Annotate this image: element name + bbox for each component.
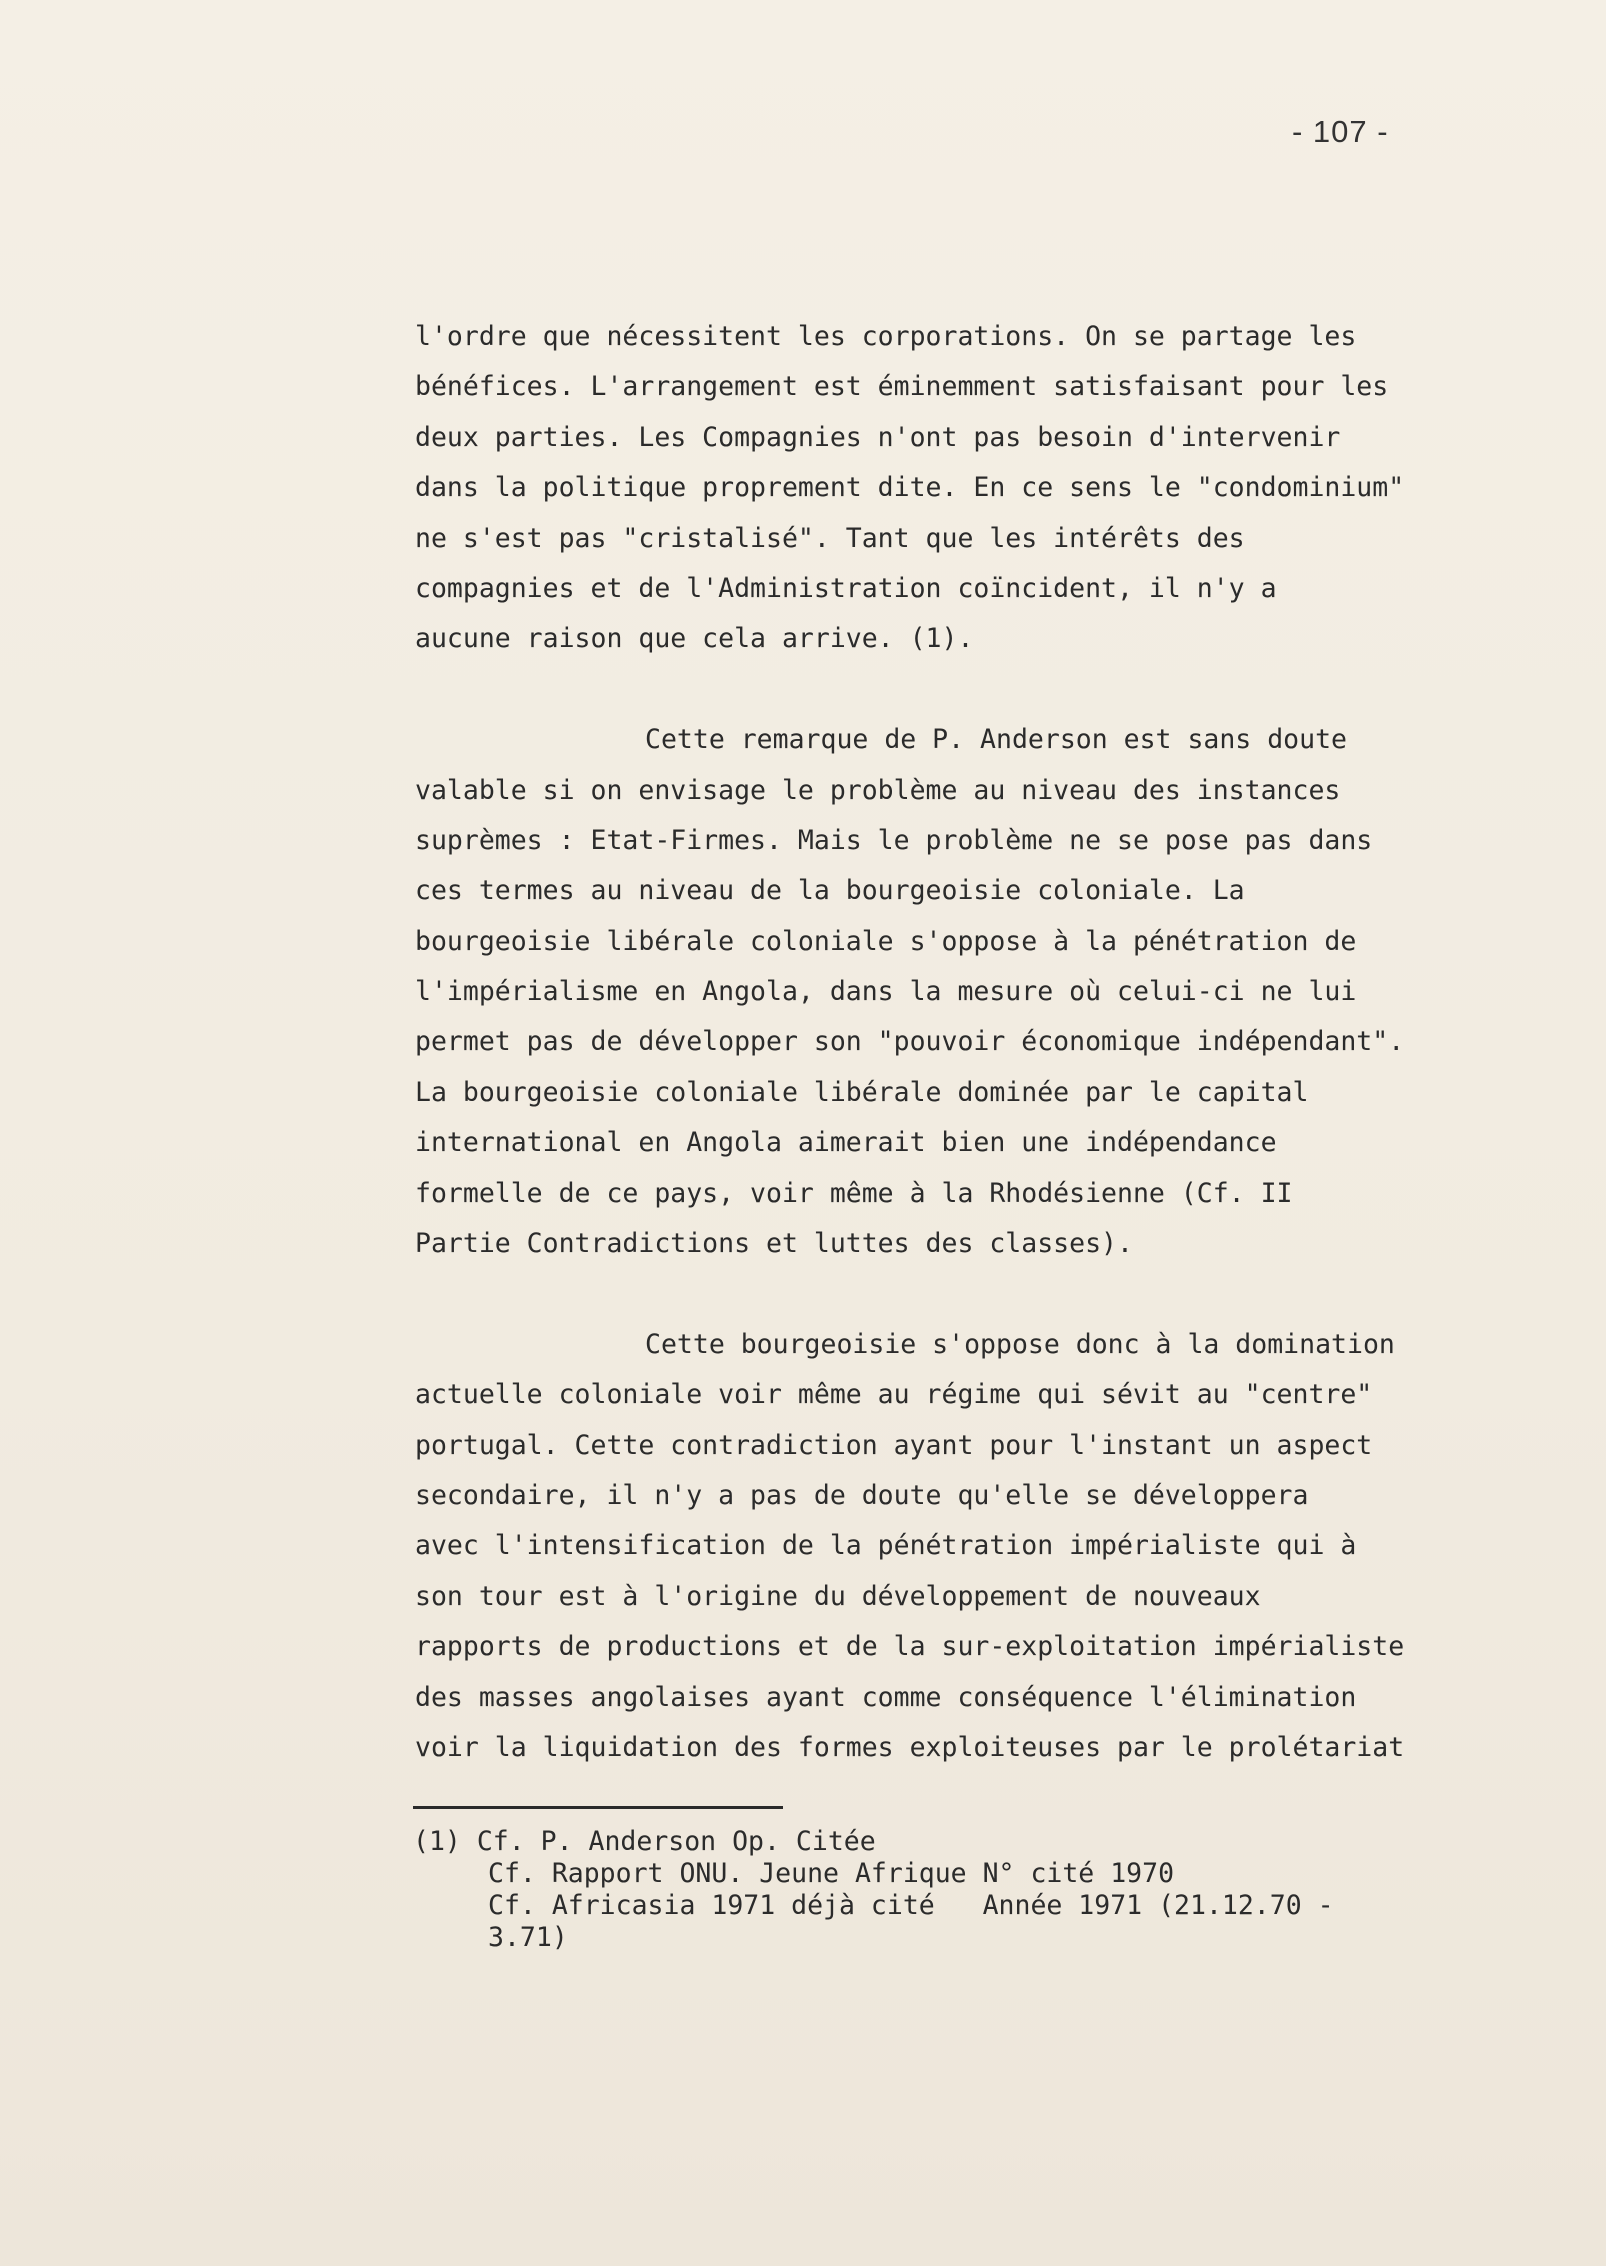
paragraph-2-line-1: Cette remarque de P. Anderson est sans doute (645, 724, 1347, 756)
paragraph-1-line-3: deux parties. Les Compagnies n'ont pas besoin d'intervenir (415, 421, 1341, 453)
paragraph-2-line-5: bourgeoisie libérale coloniale s'oppose à la pénétration de (415, 925, 1357, 957)
paragraph-2-line-4: ces termes au niveau de la bourgeoisie coloniale. La (415, 875, 1245, 907)
paragraph-1-line-6: compagnies et de l'Administration coïncident, il n'y a (415, 572, 1277, 604)
paragraph-2-line-3: suprèmes : Etat-Firmes. Mais le problème ne se pose pas dans (415, 824, 1373, 856)
footnote-separator (413, 1806, 783, 1809)
body-text (415, 312, 1515, 1773)
paragraph-3-line-4: secondaire, il n'y a pas de doute qu'elle se développera (415, 1479, 1309, 1511)
paragraph-1-line-4: dans la politique proprement dite. En ce sens le "condominium" (415, 472, 1405, 504)
paragraph-1-line-2: bénéfices. L'arrangement est éminemment satisfaisant pour les (415, 371, 1389, 403)
paragraph-3-line-5: avec l'intensification de la pénétration impérialiste qui à (415, 1530, 1357, 1562)
paragraph-3-line-9: voir la liquidation des formes exploiteuses par le prolétariat (415, 1731, 1405, 1763)
paragraph-3-line-3: portugal. Cette contradiction ayant pour l'instant un aspect (415, 1429, 1373, 1461)
paragraph-1-line-1: l'ordre que nécessitent les corporations. On se partage les (415, 321, 1357, 352)
paragraph-3-line-8: des masses angolaises ayant comme conséquence l'élimination (415, 1681, 1357, 1713)
footnotes (413, 1826, 1513, 1954)
paragraph-2-line-9: international en Angola aimerait bien une indépendance (415, 1127, 1277, 1159)
paragraph-gap (415, 1269, 1515, 1319)
paragraph-1-line-5: ne s'est pas "cristalisé". Tant que les intérêts des (415, 522, 1245, 554)
paragraph-3-line-7: rapports de productions et de la sur-exploitation impérialiste (415, 1631, 1405, 1663)
page-number: - 107 - (1292, 114, 1389, 149)
paragraph-2-line-6: l'impérialisme en Angola, dans la mesure où celui-ci ne lui (415, 976, 1357, 1008)
paragraph-gap (415, 665, 1515, 715)
footnote-1-line-3: Cf. Africasia 1971 déjà cité Année 1971 (21.12.70 - (488, 1890, 1334, 1921)
paragraph-2-line-10: formelle de ce pays, voir même à la Rhodésienne (Cf. II (415, 1177, 1293, 1209)
paragraph-2-line-7: permet pas de développer son "pouvoir économique indépendant". (415, 1026, 1405, 1058)
footnote-1-line-1: (1) Cf. P. Anderson Op. Citée (413, 1826, 876, 1857)
paragraph-1-line-7: aucune raison que cela arrive. (1). (415, 623, 974, 655)
paragraph-3-line-2: actuelle coloniale voir même au régime qui sévit au "centre" (415, 1379, 1373, 1411)
paragraph-2-line-8: La bourgeoisie coloniale libérale dominée par le capital (415, 1076, 1309, 1108)
paragraph-3-line-1: Cette bourgeoisie s'oppose donc à la domination (645, 1328, 1395, 1360)
paragraph-3-line-6: son tour est à l'origine du développement de nouveaux (415, 1580, 1261, 1612)
footnote-1-line-2: Cf. Rapport ONU. Jeune Afrique N° cité 1970 (488, 1858, 1175, 1889)
paragraph-2-line-2: valable si on envisage le problème au niveau des instances (415, 774, 1341, 806)
paragraph-2-line-11: Partie Contradictions et luttes des classes). (415, 1228, 1133, 1260)
footnote-1-line-4: 3.71) (488, 1922, 568, 1953)
